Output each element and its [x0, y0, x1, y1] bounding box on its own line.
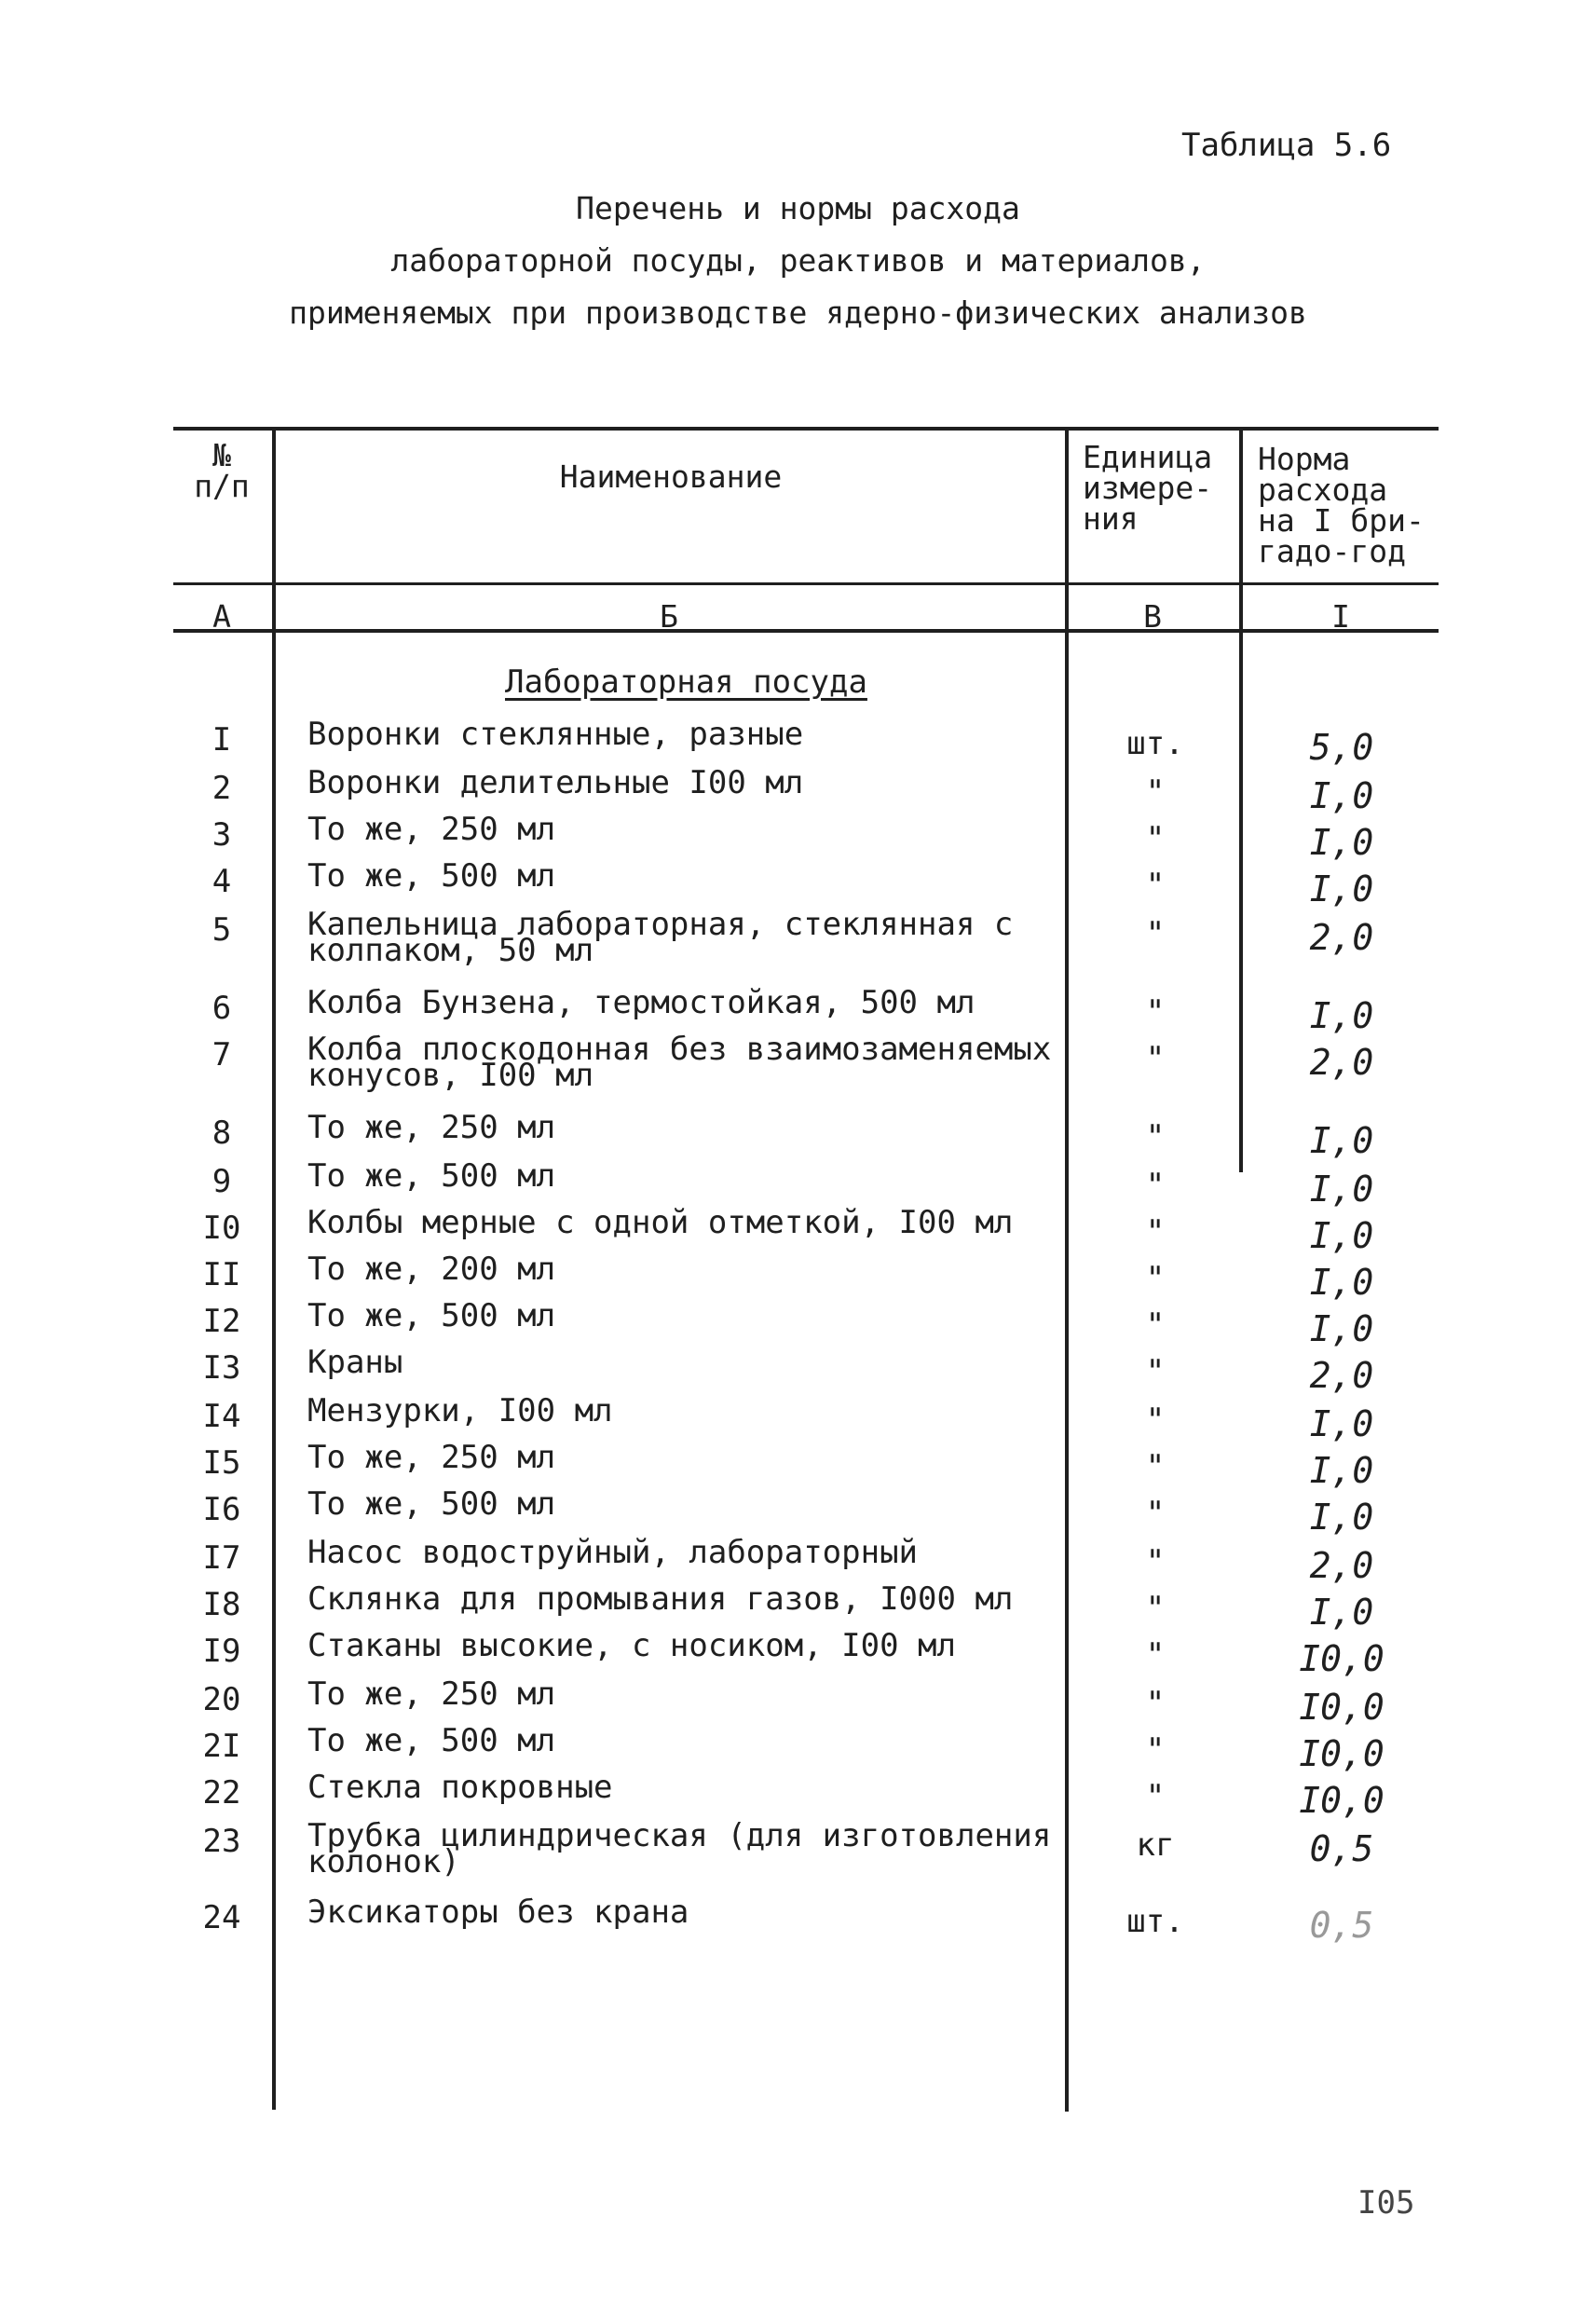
page-number: I05 [1357, 2184, 1415, 2222]
row-unit: " [1145, 1402, 1166, 1439]
row-name: То же, 500 мл [307, 857, 556, 895]
column-letter-b: Б [660, 598, 678, 635]
table-row [0, 1894, 1596, 1946]
row-name: То же, 500 мл [307, 1157, 556, 1195]
row-name: Стекла покровные [307, 1769, 613, 1806]
row-norm: I,0 [1309, 1403, 1374, 1444]
row-name: Склянка для промывания газов, I000 мл [307, 1580, 1014, 1618]
table-row [0, 811, 1596, 863]
row-norm: I,0 [1309, 775, 1374, 816]
column-letter-g: I [1331, 598, 1350, 635]
header-num [175, 437, 268, 504]
row-norm: I,0 [1309, 1450, 1374, 1491]
table-label: Таблица 5.6 [1181, 127, 1392, 164]
row-name: Колба плоскодонная без взаимозаменяемых конусов, I00 мл [307, 1031, 1052, 1094]
header-norm: Норма расхода на I бри- гадо-год [1258, 441, 1425, 569]
row-unit: " [1145, 1260, 1166, 1297]
row-unit: " [1145, 1495, 1166, 1532]
row-name: То же, 250 мл [307, 1109, 556, 1146]
row-number: I3 [202, 1349, 241, 1387]
row-number: I9 [202, 1633, 241, 1670]
row-norm: 2,0 [1309, 1545, 1374, 1586]
row-norm: I0,0 [1299, 1780, 1385, 1821]
row-unit: " [1145, 1685, 1166, 1722]
table-row [0, 1251, 1596, 1303]
row-number: 6 [211, 990, 232, 1027]
table-row [0, 1722, 1596, 1774]
row-norm: I,0 [1309, 995, 1374, 1036]
column-letter-a: А [212, 598, 231, 635]
header-unit: Единица измере- ния [1083, 439, 1213, 537]
row-norm: I,0 [1309, 1592, 1374, 1633]
row-name: То же, 250 мл [307, 1675, 556, 1713]
row-name: То же, 500 мл [307, 1297, 556, 1334]
row-name: Воронки стеклянные, разные [307, 716, 804, 753]
row-number: 7 [211, 1036, 232, 1073]
header-name: Наименование [559, 458, 783, 495]
row-name: Воронки делительные I00 мл [307, 764, 804, 801]
table-row [0, 1534, 1596, 1586]
row-number: 24 [202, 1899, 241, 1936]
row-name: То же, 250 мл [307, 811, 556, 848]
table-row [0, 1344, 1596, 1396]
row-number: I [211, 721, 232, 759]
row-unit: " [1145, 1590, 1166, 1627]
row-number: 8 [211, 1114, 232, 1152]
table-row [0, 906, 1596, 969]
table-row [0, 1392, 1596, 1444]
column-letter-v: В [1143, 598, 1162, 635]
row-unit: " [1145, 1118, 1166, 1156]
row-unit: шт. [1126, 725, 1184, 762]
row-name: Колбы мерные с одной отметкой, I00 мл [307, 1204, 1014, 1241]
table-row [0, 1817, 1596, 1880]
row-unit: " [1145, 1306, 1166, 1344]
row-name: Капельница лабораторная, стеклянная с колпаком, 50 мл [307, 906, 1014, 969]
header-num-sign: № [212, 437, 231, 473]
row-norm: I,0 [1309, 1262, 1374, 1303]
row-name: То же, 200 мл [307, 1251, 556, 1288]
row-number: I4 [202, 1398, 241, 1435]
row-norm: I,0 [1309, 1497, 1374, 1538]
table-row [0, 1204, 1596, 1256]
row-unit: " [1145, 773, 1166, 811]
section-title: Лабораторная посуда [505, 663, 867, 701]
row-norm: 2,0 [1309, 1042, 1374, 1083]
row-norm: 2,0 [1309, 1355, 1374, 1396]
row-norm: 2,0 [1309, 917, 1374, 958]
row-name: Колба Бунзена, термостойкая, 500 мл [307, 984, 975, 1021]
row-unit: шт. [1126, 1903, 1184, 1940]
table-row [0, 1109, 1596, 1161]
row-name: Насос водоструйный, лабораторный [307, 1534, 919, 1571]
row-unit: " [1145, 1448, 1166, 1485]
row-norm: I,0 [1309, 868, 1374, 909]
row-number: I7 [202, 1539, 241, 1577]
row-name: Стаканы высокие, с носиком, I00 мл [307, 1627, 956, 1664]
row-name: То же, 500 мл [307, 1485, 556, 1523]
table-row [0, 1675, 1596, 1728]
row-norm: 0,5 [1309, 1905, 1374, 1946]
row-norm: I0,0 [1299, 1733, 1385, 1774]
row-unit: " [1145, 1040, 1166, 1077]
row-name: Эксикаторы без крана [307, 1894, 689, 1931]
row-number: 20 [202, 1681, 241, 1718]
row-unit: " [1145, 1353, 1166, 1390]
row-unit: " [1145, 1213, 1166, 1251]
row-norm: I0,0 [1299, 1638, 1385, 1679]
table-row [0, 984, 1596, 1036]
row-number: 5 [211, 911, 232, 949]
table-row [0, 857, 1596, 909]
row-number: II [202, 1256, 241, 1293]
row-unit: кг [1136, 1826, 1175, 1864]
row-norm: 0,5 [1309, 1828, 1374, 1869]
row-unit: " [1145, 1167, 1166, 1204]
row-name: Трубка цилиндрическая (для изготовления колонок) [307, 1817, 1052, 1880]
row-name: Мензурки, I00 мл [307, 1392, 613, 1429]
table-row [0, 1031, 1596, 1094]
row-norm: I,0 [1309, 1215, 1374, 1256]
row-number: 22 [202, 1774, 241, 1812]
row-unit: " [1145, 993, 1166, 1031]
table-top-rule [173, 427, 1439, 431]
row-norm: I,0 [1309, 822, 1374, 863]
row-unit: " [1145, 820, 1166, 857]
row-number: I5 [202, 1444, 241, 1482]
header-bottom-rule [173, 582, 1439, 585]
table-row [0, 1439, 1596, 1491]
row-unit: " [1145, 1543, 1166, 1580]
row-name: То же, 500 мл [307, 1722, 556, 1759]
document-title-line-3: применяемых при производстве ядерно-физических анализов [289, 294, 1307, 331]
table-row [0, 1769, 1596, 1821]
row-number: 23 [202, 1823, 241, 1860]
row-norm: I,0 [1309, 1308, 1374, 1349]
document-title-line-1: Перечень и нормы расхода [576, 190, 1020, 226]
row-number: I6 [202, 1491, 241, 1528]
table-row [0, 1485, 1596, 1538]
row-norm: I,0 [1309, 1120, 1374, 1161]
table-row [0, 1580, 1596, 1633]
row-number: 9 [211, 1163, 232, 1200]
row-number: 2I [202, 1728, 241, 1765]
table-row [0, 1157, 1596, 1210]
row-norm: I,0 [1309, 1169, 1374, 1210]
row-name: То же, 250 мл [307, 1439, 556, 1476]
row-name: Краны [307, 1344, 403, 1381]
row-unit: " [1145, 1731, 1166, 1769]
table-row [0, 716, 1596, 768]
row-number: 2 [211, 770, 232, 807]
row-unit: " [1145, 1636, 1166, 1674]
row-unit: " [1145, 1778, 1166, 1815]
table-row [0, 1627, 1596, 1679]
row-number: 4 [211, 863, 232, 900]
row-number: 3 [211, 816, 232, 854]
header-num-pp: п/п [194, 468, 250, 504]
row-number: I2 [202, 1303, 241, 1340]
row-unit: " [1145, 915, 1166, 952]
row-unit: " [1145, 867, 1166, 904]
row-norm: I0,0 [1299, 1687, 1385, 1728]
document-title-line-2: лабораторной посуды, реактивов и материалов, [390, 242, 1206, 279]
row-norm: 5,0 [1309, 727, 1374, 768]
table-row [0, 764, 1596, 816]
row-number: I8 [202, 1586, 241, 1623]
row-number: I0 [202, 1210, 241, 1247]
table-row [0, 1297, 1596, 1349]
